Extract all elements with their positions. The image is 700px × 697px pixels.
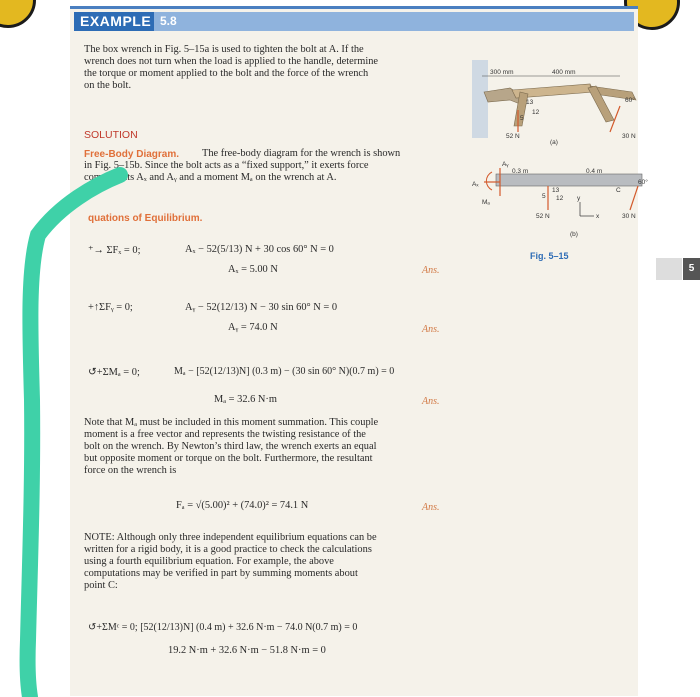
axis-y-label: y [577, 195, 581, 202]
solution-heading: SOLUTION [84, 129, 138, 141]
part-b-label: (b) [570, 231, 578, 238]
eq3-label: ↺+ΣMₐ = 0; [88, 367, 140, 378]
fbd-angle: 60° [638, 179, 648, 186]
problem-line: The box wrench in Fig. 5–15a is used to tighten the bolt at A. If the [84, 44, 364, 55]
eq2-ans: Ans. [422, 324, 440, 335]
ratio-12: 12 [532, 109, 540, 116]
part-a-label: (a) [550, 139, 558, 146]
fbd-line: The free-body diagram for the wrench is shown [202, 148, 401, 159]
problem-line: wrench does not turn when the load is applied to the handle, determine [84, 56, 379, 67]
axis-x-label: x [596, 213, 600, 220]
resultant-expression: Fₐ = √(5.00)² + (74.0)² = 74.1 N [176, 500, 309, 511]
dim-b1: 0.3 m [512, 168, 529, 175]
eq3-expression: Mₐ − [52(12/13)N] (0.3 m) − (30 sin 60° N)(0.7 m) = 0 [174, 366, 395, 377]
highlight-path [28, 175, 120, 697]
check-result: 19.2 N·m + 32.6 N·m − 51.8 N·m = 0 [168, 645, 326, 656]
note2-line: written for a rigid body, it is a good practice to check the calculations [84, 544, 372, 555]
eq3-ans: Ans. [422, 396, 440, 407]
fbd-line: in Fig. 5–15b. Since the bolt acts as a “fixed support,” it exerts force [84, 160, 369, 171]
fbd-line: components Aₓ and Aᵧ and a moment Mₐ on the wrench at A. [84, 172, 337, 183]
fbd-ratio-5: 5 [542, 193, 546, 200]
ratio-5: 5 [520, 115, 524, 122]
resultant-ans: Ans. [422, 502, 440, 513]
note-line: moment is a free vector and represents the twisting resistance of the [84, 429, 366, 440]
example-label: EXAMPLE [74, 12, 157, 31]
eq2-result: Aᵧ = 74.0 N [228, 322, 278, 333]
problem-line: on the bolt. [84, 80, 132, 91]
load-52-b: 52 N [536, 213, 550, 220]
ratio-13: 13 [526, 99, 534, 106]
note2-line: computations may be verified in part by summing moments about [84, 568, 358, 579]
note-line: Note that Mₐ must be included in this moment summation. This couple [84, 417, 379, 428]
ay-label: Aᵧ [502, 161, 509, 168]
point-c-label: C [616, 187, 621, 194]
note-line: bolt on the wrench. By Newton’s third law, the wrench exerts an equal [84, 441, 377, 452]
fbd-ratio-12: 12 [556, 195, 564, 202]
example-number: 5.8 [154, 12, 634, 31]
dim-a2: 400 mm [552, 69, 576, 76]
ax-label: Aₓ [472, 181, 479, 188]
load-30-a: 30 N [622, 133, 636, 140]
check-equation: ↺+ΣMᶜ = 0; [52(12/13)N] (0.4 m) + 32.6 N·m − 74.0 N(0.7 m) = 0 [88, 622, 358, 633]
dim-a1: 300 mm [490, 69, 514, 76]
eq1-result: Aₓ = 5.00 N [228, 264, 278, 275]
eq2-label: +↑ΣFᵧ = 0; [88, 302, 133, 313]
eq1-expression: Aₓ − 52(5/13) N + 30 cos 60° N = 0 [185, 244, 334, 255]
note2-line: NOTE: Although only three independent equilibrium equations can be [84, 532, 377, 543]
figure-caption: Fig. 5–15 [530, 251, 569, 261]
problem-line: the torque or moment applied to the bolt and the force of the wrench [84, 68, 369, 79]
eq2-expression: Aᵧ − 52(12/13) N − 30 sin 60° N = 0 [185, 302, 338, 313]
chapter-tab: 5 [683, 258, 700, 280]
note-line: but opposite moment or torque on the bolt. Furthermore, the resultant [84, 453, 373, 464]
ma-label: Mₐ [482, 199, 490, 206]
load-30-b: 30 N [622, 213, 636, 220]
angle-a: 60° [625, 97, 635, 104]
eq3-result: Mₐ = 32.6 N·m [214, 394, 277, 405]
load-52-a: 52 N [506, 133, 520, 140]
eq1-ans: Ans. [422, 265, 440, 276]
note2-line: using a fourth equilibrium equation. For example, the above [84, 556, 334, 567]
dim-b2: 0.4 m [586, 168, 603, 175]
fbd-ratio-13: 13 [552, 187, 560, 194]
note-line: force on the wrench is [84, 465, 177, 476]
note2-line: point C: [84, 580, 118, 591]
eq1-label: ⁺→ ΣFₓ = 0; [88, 245, 141, 256]
equilibrium-heading: quations of Equilibrium. [88, 213, 203, 224]
fbd-heading: Free-Body Diagram. [84, 149, 180, 160]
